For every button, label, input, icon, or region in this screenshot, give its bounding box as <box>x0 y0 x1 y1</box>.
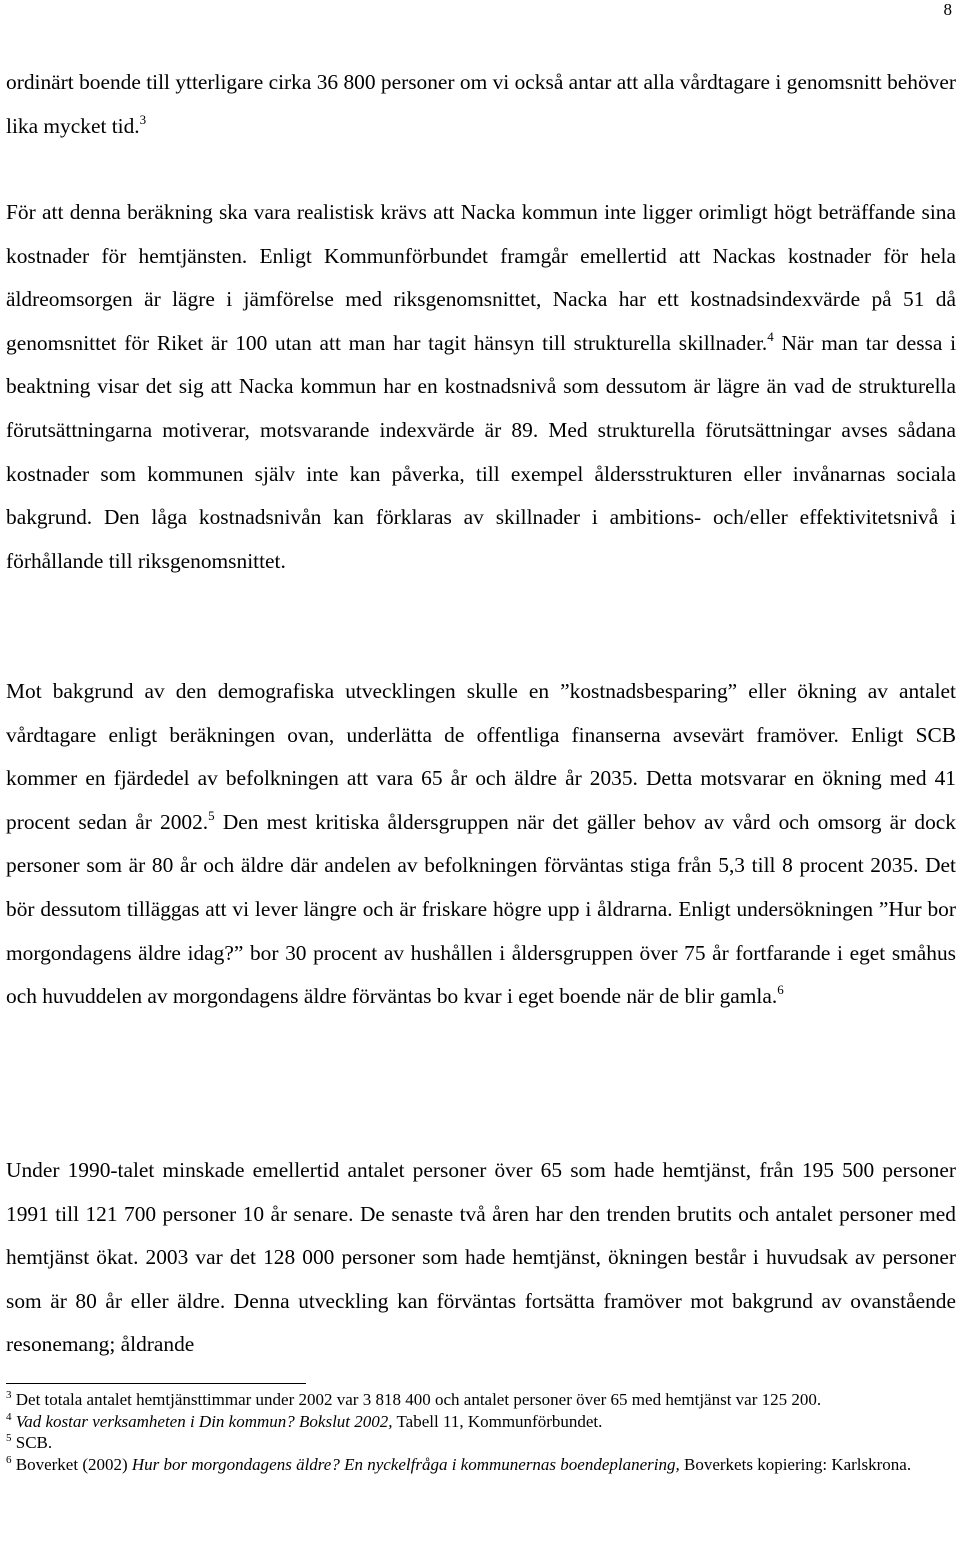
footnote-text: Boverkets kopiering: Karlskrona. <box>679 1454 912 1474</box>
footnote-number: 4 <box>6 1410 12 1423</box>
footnotes <box>6 1389 946 1475</box>
footnote-number: 5 <box>6 1432 12 1445</box>
footnote-source: Boverket (2002) <box>15 1454 132 1474</box>
footnote-6 <box>6 1454 946 1476</box>
paragraph-text: För att denna beräkning ska vara realistisk krävs att Nacka kommun inte ligger orimligt högt beträffande sina kostnader för hemtjänsten. Enligt Kommunförbundet framgår emellertid att Nackas kostnader för hela äldreomsorgen är lägre i jämförelse med riksgenomsnittet, Nacka har ett kostnadsindexvärde på 51 då genomsnittet för Riket är 100 utan att man har tagit hänsyn till strukturella skillnader. <box>6 200 956 355</box>
paragraph-text: ordinärt boende till ytterligare cirka 36 800 personer om vi också antar att alla vårdtagare i genomsnitt behöver lika mycket tid. <box>6 70 956 138</box>
footnote-title: Vad kostar verksamheten i Din kommun? Bokslut 2002, <box>15 1411 393 1431</box>
footnote-title: Hur bor morgondagens äldre? En nyckelfråga i kommunernas boendeplanering, <box>131 1454 680 1474</box>
footnote-ref[interactable]: 3 <box>139 111 147 127</box>
footnote-text: Det totala antalet hemtjänsttimmar under 2002 var 3 818 400 och antalet personer över 65 med hemtjänst var 125 200. <box>15 1390 822 1409</box>
footnote-ref[interactable]: 5 <box>208 807 215 823</box>
paragraph-text: Under 1990-talet minskade emellertid antalet personer över 65 som hade hemtjänst, från 195 500 personer 1991 till 121 700 personer 10 år senare. De senaste två åren har den trenden brutits och antalet personer med hemtjänst ökat. 2003 var det 128 000 personer som hade hemtjänst, ökningen består i huvudsak av personer som är 80 år eller äldre. Denna utveckling kan förväntas fortsätta framöver mot bakgrund av ovanstående resonemang; åldrande <box>6 1158 956 1357</box>
footnote-ref[interactable]: 4 <box>767 328 774 344</box>
paragraph-text: Mot bakgrund av den demografiska utvecklingen skulle en ”kostnadsbesparing” eller ökning av antalet vårdtagare enligt beräkningen ovan, underlätta de offentliga finanserna avsevärt framöver. Enligt SCB kommer en fjärdedel av befolkningen att vara 65 år och äldre år 2035. Detta motsvarar en ökning med 41 procent sedan år 2002. <box>6 679 956 834</box>
paragraph-text: När man tar dessa i beaktning visar det sig att Nacka kommun har en kostnadsnivå som dessutom är lägre än vad de strukturella förutsättningarna motiverar, motsvarande indexvärde är 89. Med strukturella förutsättningar avses sådana kostnader som kommunen själv inte kan påverka, till exempel åldersstrukturen eller invånarnas sociala bakgrund. Den låga kostnadsnivån kan förklaras av skillnader i ambitions- och/eller effektivitetsnivå i förhållande till riksgenomsnittet. <box>6 330 957 573</box>
footnote-number: 6 <box>6 1453 12 1466</box>
paragraph-4 <box>6 1149 956 1367</box>
paragraph-text: Den mest kritiska åldersgruppen när det gäller behov av vård och omsorg är dock personer som är 80 år och äldre där andelen av befolkningen förväntas stiga från 5,3 till 8 procent 2035. Det bör dessutom tilläggas att vi lever längre och är friskare högre upp i åldrarna. Enligt undersökningen ”Hur bor morgondagens äldre idag?” bor 30 procent av hushållen i åldersgruppen över 75 år fortfarande i eget småhus och huvuddelen av morgondagens äldre förväntas bo kvar i eget boende när de blir gamla. <box>6 809 956 1009</box>
footnote-divider <box>6 1383 306 1384</box>
footnote-3 <box>6 1389 946 1411</box>
footnote-text: Tabell 11, Kommunförbundet. <box>392 1411 603 1431</box>
page-number: 8 <box>943 0 952 19</box>
paragraph-2 <box>6 191 956 583</box>
paragraph-3 <box>6 670 956 1019</box>
footnote-number: 3 <box>6 1389 12 1401</box>
paragraph-1 <box>6 61 956 148</box>
footnote-ref[interactable]: 6 <box>777 982 784 998</box>
footnote-text: SCB. <box>15 1433 53 1453</box>
footnote-5 <box>6 1432 946 1454</box>
footnote-4 <box>6 1411 946 1433</box>
